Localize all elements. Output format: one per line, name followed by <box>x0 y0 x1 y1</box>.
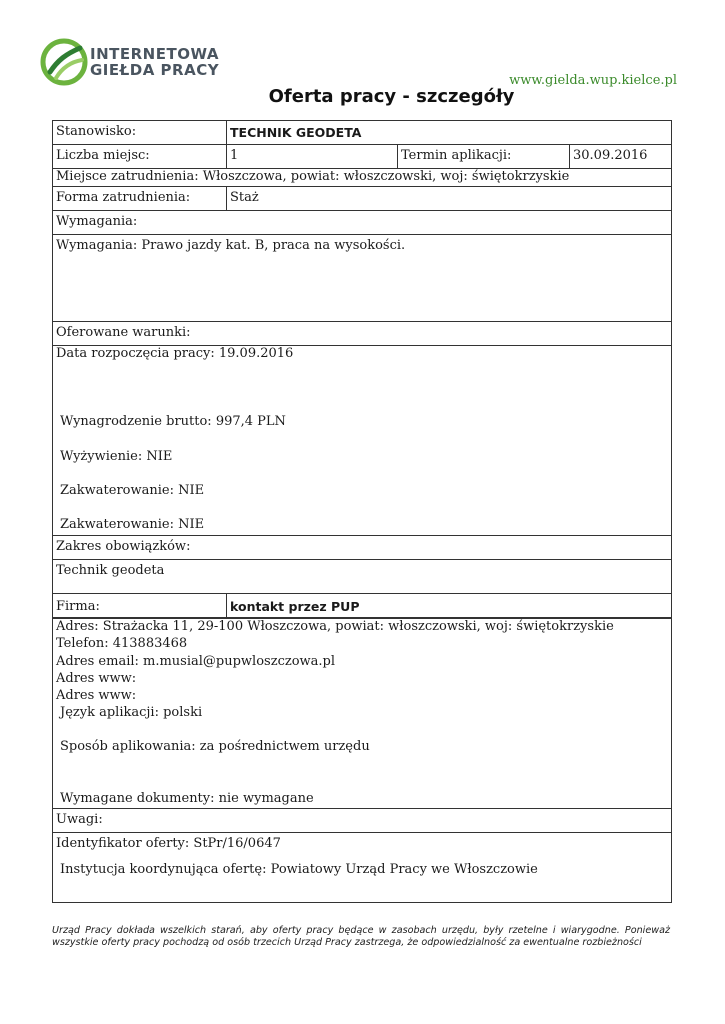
row-duties-header <box>53 536 671 560</box>
row-requirements-body <box>53 235 671 322</box>
company-phone: Telefon: 413883468 <box>56 636 188 651</box>
employment-form-value: Staż <box>226 187 671 210</box>
requirements-text: Wymagania: Prawo jazdy kat. B, praca na wysokości. <box>56 238 406 253</box>
company-www: Adres www: <box>56 671 137 686</box>
accommodation-repeat: Zakwaterowanie: NIE <box>60 517 205 532</box>
logo-text <box>90 46 219 78</box>
row-conditions-body <box>53 346 671 536</box>
employment-form-label: Forma zatrudnienia: <box>56 190 191 205</box>
application-method: Sposób aplikowania: za pośrednictwem urzędu <box>60 739 370 754</box>
notes-label: Uwagi: <box>56 812 103 827</box>
salary: Wynagrodzenie brutto: 997,4 PLN <box>60 414 286 429</box>
position-label: Stanowisko: <box>56 124 137 139</box>
accommodation: Zakwaterowanie: NIE <box>60 483 205 498</box>
places-value: 1 <box>226 145 397 168</box>
deadline-value: 30.09.2016 <box>569 145 671 168</box>
company-label: Firma: <box>56 599 100 614</box>
company-address: Adres: Strażacka 11, 29-100 Włoszczowa, powiat: włoszczowski, woj: świętokrzyskie <box>56 619 614 634</box>
row-notes-header <box>53 809 671 833</box>
row-duties-body <box>53 560 671 594</box>
company-www-repeat: Adres www: <box>56 688 137 703</box>
conditions-label: Oferowane warunki: <box>56 325 191 340</box>
disclaimer-footer: Urząd Pracy dokłada wszelkich starań, aby oferty pracy będące w zasobach urzędu, były rzetelne i wiarygodne. Ponieważ wszystkie oferty pracy pochodzą od osób trzecich Urząd Pracy zastrzega, że odpowiedzialność za ewentualne rozbieżności <box>52 925 670 948</box>
duties-label: Zakres obowiązków: <box>56 539 191 554</box>
requirements-label: Wymagania: <box>56 214 138 229</box>
duties-text: Technik geodeta <box>56 563 165 578</box>
company-value: kontakt przez PUP <box>226 594 671 617</box>
row-employment-form <box>53 187 671 211</box>
row-conditions-header <box>53 322 671 346</box>
page-title: Oferta pracy - szczegóły <box>268 86 515 107</box>
company-email: Adres email: m.musial@pupwloszczowa.pl <box>56 654 336 669</box>
row-offer-meta <box>53 833 671 903</box>
row-places-deadline <box>53 145 671 169</box>
logo-icon <box>40 38 88 86</box>
deadline-label: Termin aplikacji: <box>397 145 569 168</box>
meals: Wyżywienie: NIE <box>60 449 173 464</box>
offer-id: Identyfikator oferty: StPr/16/0647 <box>56 836 281 851</box>
application-language: Język aplikacji: polski <box>60 705 203 720</box>
coordinating-institution: Instytucja koordynująca ofertę: Powiatowy Urząd Pracy we Włoszczowie <box>60 862 538 877</box>
row-company-details <box>53 619 671 809</box>
position-value: TECHNIK GEODETA <box>226 121 671 144</box>
row-position <box>53 121 671 145</box>
start-date: Data rozpoczęcia pracy: 19.09.2016 <box>56 346 294 361</box>
row-location <box>53 169 671 187</box>
offer-details-table <box>52 120 672 903</box>
required-documents: Wymagane dokumenty: nie wymagane <box>60 791 314 806</box>
row-requirements-header <box>53 211 671 235</box>
places-label: Liczba miejsc: <box>56 148 150 163</box>
row-company <box>53 594 671 619</box>
logo-line1: INTERNETOWA <box>90 45 219 63</box>
logo-line2: GIEŁDA PRACY <box>90 61 220 79</box>
logo <box>40 38 230 88</box>
site-url-link[interactable]: www.gielda.wup.kielce.pl <box>509 73 677 88</box>
location-text: Miejsce zatrudnienia: Włoszczowa, powiat: włoszczowski, woj: świętokrzyskie <box>56 169 570 184</box>
